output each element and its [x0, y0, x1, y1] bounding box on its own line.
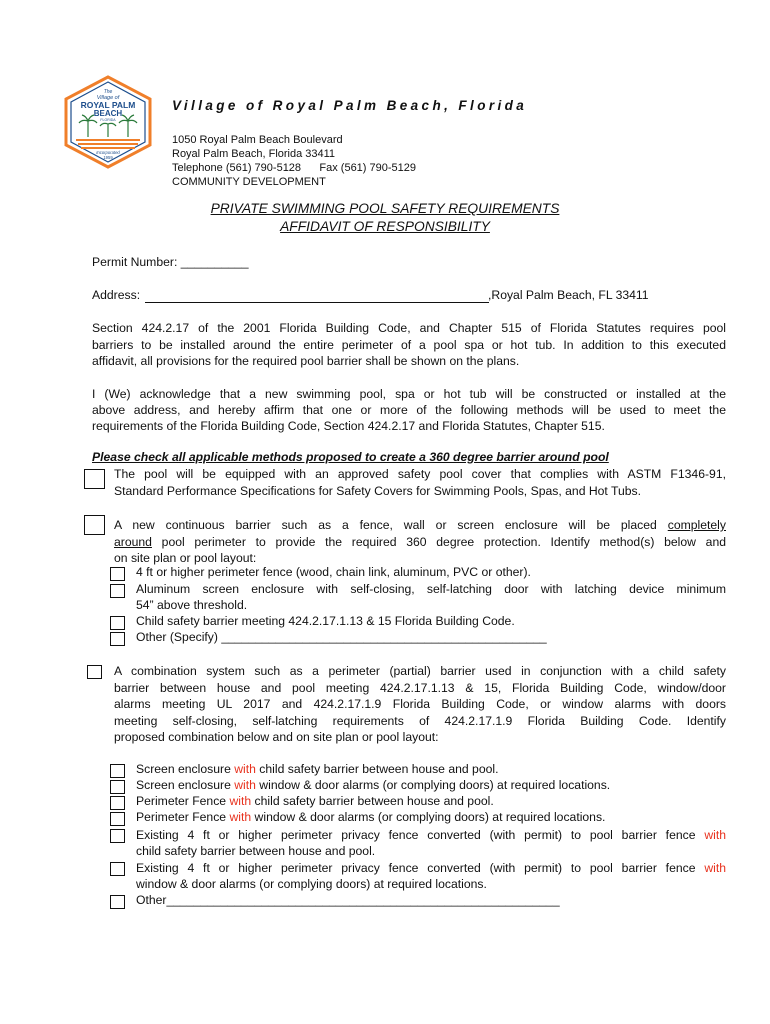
form-title: PRIVATE SWIMMING POOL SAFETY REQUIREMENTS	[210, 201, 560, 216]
address-row	[92, 288, 682, 304]
option3-line5: proposed combination below and on site plan or pool layout:	[114, 730, 439, 744]
option2-checkbox[interactable]	[84, 515, 105, 535]
phone-fax-line	[172, 161, 416, 175]
option3-line3: alarms meeting UL 2017 and 424.2.17.1.9 Florida Building Code, or window alarms with doors	[114, 697, 726, 711]
combo3-checkbox[interactable]	[110, 796, 125, 810]
para2-line3: requirements of the Florida Building Code, Section 424.2.17 and Florida Statutes, Chapter 515.	[92, 419, 605, 433]
svg-text:1959: 1959	[103, 155, 113, 160]
other-specify-checkbox[interactable]	[110, 632, 125, 646]
svg-text:FLORIDA: FLORIDA	[100, 118, 116, 122]
fence-checkbox[interactable]	[110, 567, 125, 581]
address-suffix: ,Royal Palm Beach, FL 33411	[488, 288, 649, 302]
combo3-label: Perimeter Fence with child safety barrier between house and pool.	[136, 794, 494, 808]
child-barrier-checkbox[interactable]	[110, 616, 125, 630]
address-label: Address:	[92, 288, 141, 302]
permit-number-field[interactable]: __________	[180, 255, 249, 269]
option1-line1: The pool will be equipped with an approved safety pool cover that complies with ASTM F1346-91,	[114, 467, 726, 481]
combo2-checkbox[interactable]	[110, 780, 125, 794]
combo6-label: Existing 4 ft or higher perimeter privacy fence converted (with permit) to pool barrier fence with window & door alarms (or complying doors) at required locations.	[136, 861, 726, 891]
combo2-label: Screen enclosure with window & door alarms (or complying doors) at required locations.	[136, 778, 611, 792]
option2-line1: A new continuous barrier such as a fence, wall or screen enclosure will be placed completely	[114, 518, 726, 532]
option2-text	[114, 517, 726, 567]
option3-line2: barrier between house and pool meeting 424.2.17.1.13 & 15, Florida Building Code, window/door	[114, 680, 726, 695]
child-barrier-label: Child safety barrier meeting 424.2.17.1.13 & 15 Florida Building Code.	[136, 614, 515, 628]
combo4-checkbox[interactable]	[110, 812, 125, 826]
option1-checkbox[interactable]	[84, 469, 105, 489]
svg-text:Incorporated: Incorporated	[96, 150, 120, 155]
option1-text	[114, 466, 726, 499]
option3-line4: meeting self-closing, self-latching requirements of 424.2.17.1.9 Florida Building Code. Identify	[114, 713, 726, 728]
permit-number-label: Permit Number:	[92, 255, 178, 269]
option2-line2: around pool perimeter to provide the required 360 degree protection. Identify method(s) below and	[114, 534, 726, 549]
instruction-heading: Please check all applicable methods proposed to create a 360 degree barrier around pool	[92, 450, 609, 464]
option3-line1: A combination system such as a perimeter (partial) barrier used in conjunction with a child safety	[114, 664, 726, 678]
option3-text	[114, 663, 726, 746]
screen-enclosure-label: Aluminum screen enclosure with self-closing, self-latching door with latching device minimum	[136, 582, 726, 596]
address-line1: 1050 Royal Palm Beach Boulevard	[172, 134, 343, 146]
screen-enclosure-checkbox[interactable]	[110, 584, 125, 598]
para2-line2: above address, and hereby affirm that one or more of the following methods will be used to meet the	[92, 403, 726, 417]
fax: Fax (561) 790-5129	[319, 162, 417, 174]
address-block	[172, 133, 416, 189]
combo6-checkbox[interactable]	[110, 862, 125, 876]
para1-line1: Section 424.2.17 of the 2001 Florida Building Code, and Chapter 515 of Florida Statutes requires pool	[92, 321, 726, 335]
permit-number-row	[92, 255, 249, 269]
option3-checkbox[interactable]	[87, 665, 102, 679]
combo5-label: Existing 4 ft or higher perimeter privacy fence converted (with permit) to pool barrier fence with child safety barrier between house and pool.	[136, 828, 726, 858]
other-specify-label: Other (Specify) ________________________________________________	[136, 630, 547, 644]
svg-text:The: The	[103, 89, 113, 95]
combo1-checkbox[interactable]	[110, 764, 125, 778]
svg-text:BEACH: BEACH	[93, 109, 123, 118]
combo5-checkbox[interactable]	[110, 829, 125, 843]
combo-other-label: Other__________________________________________________________	[136, 893, 560, 907]
combo-other-checkbox[interactable]	[110, 895, 125, 909]
combo1-label: Screen enclosure with child safety barrier between house and pool.	[136, 762, 499, 776]
para1-line2: barriers to be installed around the entire perimeter of a pool spa or hot tub. In addition to this executed	[92, 338, 726, 352]
combo4-label: Perimeter Fence with window & door alarms (or complying doors) at required locations.	[136, 810, 606, 824]
para1-line3: affidavit, all provisions for the required pool barrier shall be shown on the plans.	[92, 354, 520, 368]
screen-enclosure-label-cont: 54” above threshold.	[136, 598, 248, 612]
form-subtitle: AFFIDAVIT OF RESPONSIBILITY	[280, 219, 490, 234]
svg-text:Village of: Village of	[96, 95, 120, 101]
phone: Telephone (561) 790-5128	[172, 162, 302, 174]
fence-label: 4 ft or higher perimeter fence (wood, chain link, aluminum, PVC or other).	[136, 565, 531, 579]
address-line2: Royal Palm Beach, Florida 33411	[172, 148, 336, 160]
village-seal-logo	[64, 75, 152, 169]
option2-line3: on site plan or pool layout:	[114, 551, 257, 565]
department: COMMUNITY DEVELOPMENT	[172, 176, 326, 188]
para2-line1: I (We) acknowledge that a new swimming pool, spa or hot tub will be constructed or installed at the	[92, 387, 726, 401]
address-field[interactable]	[145, 302, 489, 303]
village-title: Village of Royal Palm Beach, Florida	[172, 98, 528, 113]
svg-text:ROYAL PALM: ROYAL PALM	[80, 100, 136, 110]
option1-line2: Standard Performance Specifications for Safety Covers for Swimming Pools, Spas, and Hot Tubs.	[114, 483, 642, 498]
